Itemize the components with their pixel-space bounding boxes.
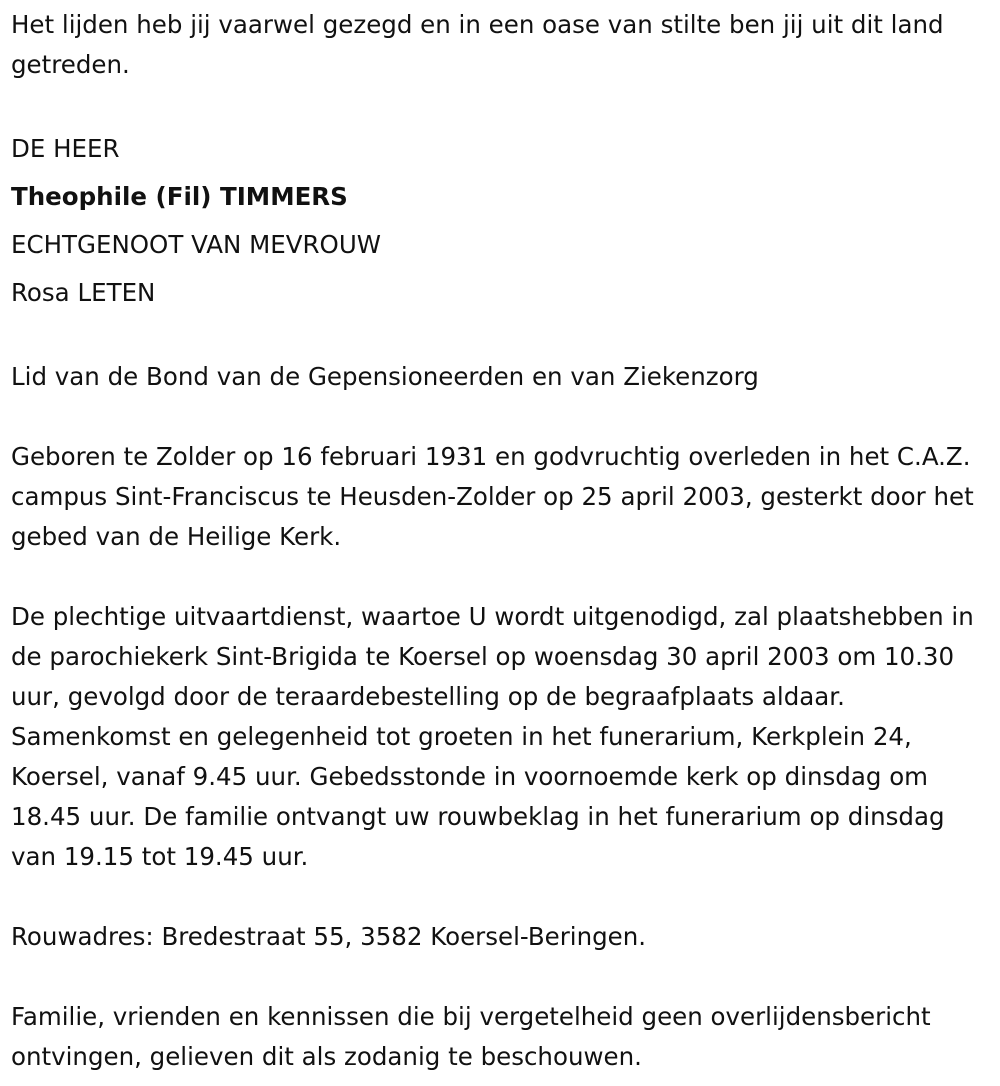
spacer — [11, 397, 986, 437]
spacer — [11, 85, 986, 125]
funeral-service-paragraph: De plechtige uitvaartdienst, waartoe U wordt uitgenodigd, zal plaatshebben in de parochiekerk Sint-Brigida te Koersel op woensdag 30 april 2003 om 10.30 uur, gevolgd door de teraardebestelling op de begraafplaats aldaar. Samenkomst en gelegenheid tot groeten in het funerarium, Kerkplein 24, Koersel, vanaf 9.45 uur. Gebedsstonde in voornoemde kerk op dinsdag om 18.45 uur. De familie ontvangt uw rouwbeklag in het funerarium op dinsdag van 19.15 tot 19.45 uur. — [11, 602, 974, 871]
mourning-address: Rouwadres: Bredestraat 55, 3582 Koersel-Beringen. — [11, 922, 647, 951]
spacer — [11, 877, 986, 917]
birth-death-paragraph: Geboren te Zolder op 16 februari 1931 en godvruchtig overleden in het C.A.Z. campus Sint-Franciscus te Heusden-Zolder op 25 april 2003, gesterkt door het gebed van de Heilige Kerk. — [11, 442, 974, 551]
intro-paragraph: Het lijden heb jij vaarwel gezegd en in een oase van stilte ben jij uit dit land getreden. — [11, 10, 944, 79]
spouse-relation: ECHTGENOOT VAN MEVROUW — [11, 230, 382, 259]
spacer — [11, 317, 986, 357]
closing-paragraph: Familie, vrienden en kennissen die bij vergetelheid geen overlijdensbericht ontvingen, gelieven dit als zodanig te beschouwen. — [11, 1002, 931, 1071]
spacer — [11, 957, 986, 997]
honorific: DE HEER — [11, 134, 120, 163]
membership-paragraph: Lid van de Bond van de Gepensioneerden en van Ziekenzorg — [11, 362, 759, 391]
spacer — [11, 557, 986, 597]
obituary-notice — [11, 5, 986, 1077]
deceased-name: Theophile (Fil) TIMMERS — [11, 182, 348, 211]
spouse-name: Rosa LETEN — [11, 278, 156, 307]
